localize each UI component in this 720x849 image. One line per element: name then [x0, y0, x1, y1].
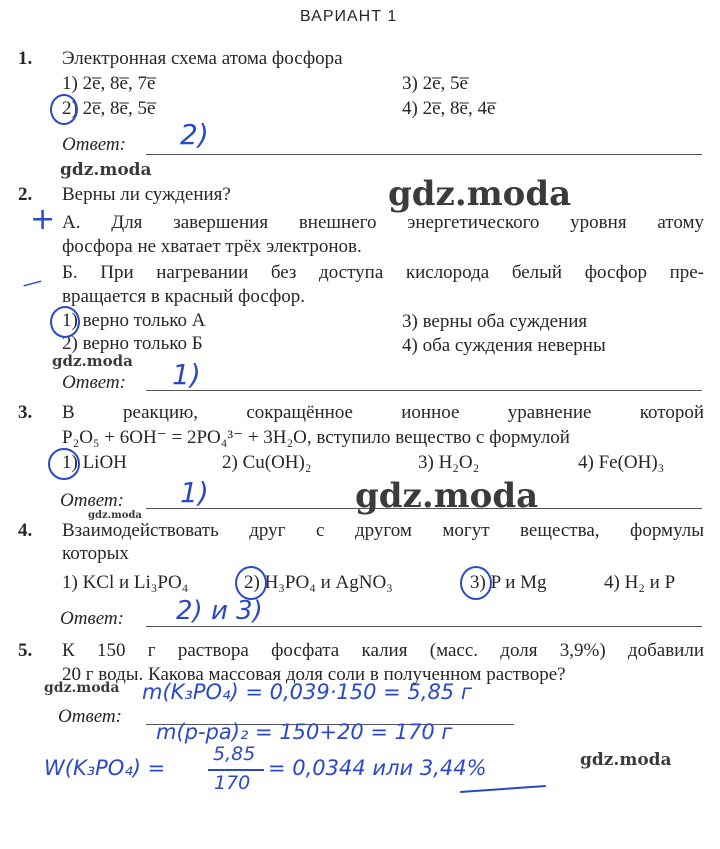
watermark-small-2: gdz.moda [52, 352, 133, 370]
question-2-option-4: 4) оба суждения неверны [402, 335, 606, 356]
question-4-option-4: 4) H₂ и P [604, 572, 676, 593]
question-5-handwritten-w-left: W(K₃PO₄) = [44, 756, 166, 780]
question-2-statement-b-line-1: Б. При нагревании без доступа кислорода белый фосфор пре- [62, 262, 704, 283]
question-1-number: 1. [18, 48, 33, 69]
watermark-large-2: gdz.moda [355, 476, 539, 516]
page-title: ВАРИАНТ 1 [300, 8, 398, 25]
question-2-handwritten-answer: 1) [172, 358, 201, 391]
question-4-line-2: которых [62, 543, 129, 564]
question-3-line-2: P₂O₅ + 6OH⁻ = 2PO₄³⁻ + 3H₂O, вступило вещество с формулой [62, 427, 570, 448]
question-2-mark-b: — [19, 267, 45, 297]
watermark-tiny: gdz.moda [88, 510, 142, 521]
question-2-number: 2. [18, 184, 33, 205]
question-1-text: Электронная схема атома фосфора [62, 48, 343, 69]
question-5-answer-label: Ответ: [58, 706, 122, 727]
question-5-handwritten-line-1: m(K₃PO₄) = 0,039·150 = 5,85 г [142, 680, 472, 704]
question-2-statement-a-line-1: А. Для завершения внешнего энергетического уровня атому [62, 212, 704, 233]
question-2-mark-a: + [30, 202, 56, 237]
question-3-answer-label: Ответ: [60, 490, 124, 511]
question-2-option-1: 1) верно только А [62, 310, 206, 331]
question-5-fraction-bar [208, 769, 264, 771]
question-4-number: 4. [18, 520, 33, 541]
question-5-handwritten-fraction-numerator: 5,85 [213, 743, 256, 765]
question-4-answer-line [146, 626, 702, 627]
question-5-handwritten-w-right: = 0,0344 или 3,44% [268, 756, 487, 780]
question-4-selection-circle-2 [235, 566, 267, 600]
question-3-handwritten-answer: 1) [180, 476, 209, 509]
question-3-option-1: 1) LiOH [62, 452, 127, 473]
question-3-option-2: 2) Cu(OH)₂ [222, 452, 312, 473]
question-5-number: 5. [18, 640, 33, 661]
question-2-answer-line [146, 390, 702, 391]
question-1-option-4: 4) 2e̅, 8e̅, 4e̅ [402, 98, 496, 119]
question-2-statement-a-line-2: фосфора не хватает трёх электронов. [62, 236, 362, 257]
question-4-answer-label: Ответ: [60, 608, 124, 629]
question-1-option-3: 3) 2e̅, 5e̅ [402, 73, 468, 94]
question-1-handwritten-answer: 2) [180, 118, 209, 151]
question-2-option-2: 2) верно только Б [62, 333, 203, 354]
question-2-answer-label: Ответ: [62, 372, 126, 393]
question-5-handwritten-line-2: m(р-ра)₂ = 150+20 = 170 г [156, 720, 453, 744]
question-2-statement-b-line-2: вращается в красный фосфор. [62, 286, 306, 307]
question-5-handwritten-fraction-denominator: 170 [214, 772, 251, 794]
question-2-option-3: 3) верны оба суждения [402, 311, 588, 332]
watermark-large: gdz.moda [388, 174, 572, 214]
question-4-handwritten-answer: 2) и 3) [176, 596, 263, 626]
question-1-option-2: 2) 2e̅, 8e̅, 5e̅ [62, 98, 156, 119]
question-3-line-1: В реакцию, сокращённое ионное уравнение которой [62, 402, 704, 423]
question-3-option-4: 4) Fe(OH)₃ [578, 452, 665, 473]
question-5-line-2: 20 г воды. Какова массовая доля соли в полученном растворе? [62, 664, 566, 685]
watermark-small-4: gdz.moda [580, 750, 672, 770]
question-2-selection-circle [50, 306, 80, 338]
question-4-option-2: 2) H₃PO₄ и AgNO₃ [244, 572, 393, 593]
question-3-selection-circle [48, 448, 80, 480]
question-3-option-3: 3) H₂O₂ [418, 452, 480, 473]
watermark-small-3: gdz.moda [44, 680, 120, 696]
question-2-text: Верны ли суждения? [62, 184, 231, 205]
question-5-line-1: К 150 г раствора фосфата калия (масс. доля 3,9%) добавили [62, 640, 704, 661]
question-4-selection-circle-3 [460, 566, 492, 600]
question-1-answer-line [146, 154, 702, 155]
question-3-number: 3. [18, 402, 33, 423]
question-4-option-3: 3) P и Mg [470, 572, 547, 593]
question-4-line-1: Взаимодействовать друг с другом могут вещества, формулы [62, 520, 704, 541]
question-1-answer-label: Ответ: [62, 134, 126, 155]
question-4-option-1: 1) KCl и Li₃PO₄ [62, 572, 189, 593]
question-5-result-underline [460, 785, 546, 793]
question-1-option-1: 1) 2e̅, 8e̅, 7e̅ [62, 73, 156, 94]
watermark-small: gdz.moda [60, 160, 152, 180]
question-1-selection-circle [50, 94, 78, 125]
